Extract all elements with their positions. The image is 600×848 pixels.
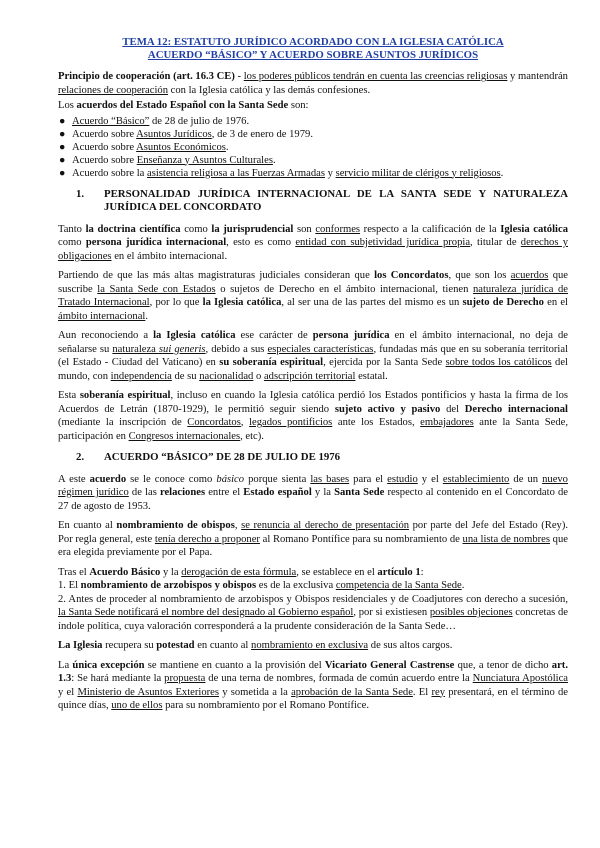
list-item: ● Acuerdo sobre Asuntos Económicos. [59, 141, 229, 153]
section-1-paragraph-1: Tanto la doctrina científica como la jurisprudencial son conformes respecto a la calificación de la Iglesia católica como persona jurídica internacional, esto es como entidad con subjetividad jurídica propia, titular de derechos y obligaciones en el ámbito internacional. [58, 223, 569, 262]
section-1-paragraph-3: Aun reconociendo a la Iglesia católica ese carácter de persona jurídica en el ámbito internacional, no deja de señalarse su naturaleza sui generis, debido a sus especiales características, fundadas más que en su soberanía territorial (el Estado - Ciudad del Vaticano) en su soberanía espiritual, ejercida por la Santa Sede sobre todos los católicos del mundo, con independencia de su nacionalidad o adscripción territorial estatal. [58, 330, 569, 382]
intro-paragraph: Principio de cooperación (art. 16.3 CE) - los poderes públicos tendrán en cuenta las creencias religiosas y mantendrán relaciones de cooperación con la Iglesia católica y las demás confesiones. [58, 71, 568, 96]
bullet-icon: ● [59, 154, 66, 166]
list-item: ● Acuerdo sobre Enseñanza y Asuntos Culturales. [59, 154, 276, 166]
section-2-heading: 2. ACUERDO “BÁSICO” DE 28 DE JULIO DE 1976 [76, 451, 341, 463]
title-line-1: TEMA 12: ESTATUTO JURÍDICO ACORDADO CON LA IGLESIA CATÓLICA [122, 36, 504, 48]
list-item: ● Acuerdo sobre Asuntos Jurídicos, de 3 de enero de 1979. [59, 128, 313, 140]
section-1-paragraph-4: Esta soberanía espiritual, incluso en cuando la Iglesia católica perdió los Estados pontificios y hasta la firma de los Acuerdos de Letrán (1870-1929), le permitió seguir siendo sujeto activo y pasivo del Derecho internacional (mediante la inscripción de Concordatos, legados pontificios ante los Estados, embajadores ante la Santa Sede, participación en Congresos internacionales, etc). [58, 390, 568, 442]
bullet-icon: ● [59, 128, 66, 140]
acuerdos-list [58, 115, 568, 180]
section-2-paragraph-1: A este acuerdo se le conoce como básico porque sienta las bases para el estudio y el establecimiento de un nuevo régimen jurídico de las relaciones entre el Estado español y la Santa Sede respecto al contenido en el Concordato de 27 de agosto de 1953. [58, 473, 569, 512]
section-2-paragraph-5: La única excepción se mantiene en cuanto a la provisión del Vicariato General Castrense que, a tenor de dicho art. 1.3: Se hará mediante la propuesta de una terna de nombres, formada de común acuerdo entre la Nunciatura Apostólica y el Ministerio de Asuntos Exteriores y sometida a la aprobación de la Santa Sede. El rey presentará, en el término de quince días, uno de ellos para su nombramiento por el Romano Pontífice. [58, 659, 568, 711]
bullet-icon: ● [59, 167, 66, 179]
document-title [58, 36, 568, 62]
section-2-paragraph-4: La Iglesia recupera su potestad en cuanto al nombramiento en exclusiva de sus altos cargos. [58, 640, 453, 651]
bullet-icon: ● [59, 141, 66, 153]
section-2-paragraph-2: En cuanto al nombramiento de obispos, se renuncia al derecho de presentación por parte del Jefe del Estado (Rey). Por regla general, este tenía derecho a proponer al Romano Pontífice para su nombramiento de una lista de nombres que era elegida previamente por el Papa. [58, 520, 569, 558]
acuerdos-lead: Los acuerdos del Estado Español con la Santa Sede son: [58, 100, 309, 111]
article-1-item-1: 1. El nombramiento de arzobispos y obispos es de la exclusiva competencia de la Santa Sede. [58, 580, 465, 591]
bullet-icon: ● [59, 115, 66, 127]
title-line-2: ACUERDO “BÁSICO” Y ACUERDO SOBRE ASUNTOS JURÍDICOS [147, 49, 479, 61]
section-1-heading: 1. PERSONALIDAD JURÍDICA INTERNACIONAL DE LA SANTA SEDE Y NATURALEZA JURÍDICA DEL CONCORDATO [76, 187, 568, 213]
section-1-paragraph-2: Partiendo de que las más altas magistraturas judiciales consideran que los Concordatos, que son los acuerdos que suscribe la Santa Sede con Estados o sujetos de Derecho en el ámbito internacional, tienen naturaleza jurídica de Tratado Internacional, por lo que la Iglesia católica, al ser una de las partes del mismo es un sujeto de Derecho en el ámbito internacional. [58, 270, 569, 322]
section-2-paragraph-3: Tras el Acuerdo Básico y la derogación de esta fórmula, se establece en el artículo 1: [58, 566, 424, 578]
article-1-item-2: 2. Antes de proceder al nombramiento de arzobispos y Obispos residenciales y de Coadjutores con derecho a sucesión, la Santa Sede notificará el nombre del designado al Gobierno español, por si existiesen posibles objeciones concretas de índole política, cuya valoración corresponderá a la prudente consideración de la Santa Sede… [58, 593, 568, 632]
list-item: ● Acuerdo “Básico” de 28 de julio de 1976. [59, 115, 250, 127]
document-page [58, 36, 568, 719]
intro-label: Principio de cooperación (art. 16.3 CE) [58, 71, 235, 82]
list-item: ● Acuerdo sobre la asistencia religiosa a las Fuerzas Armadas y servicio militar de clérigos y religiosos. [59, 167, 504, 179]
